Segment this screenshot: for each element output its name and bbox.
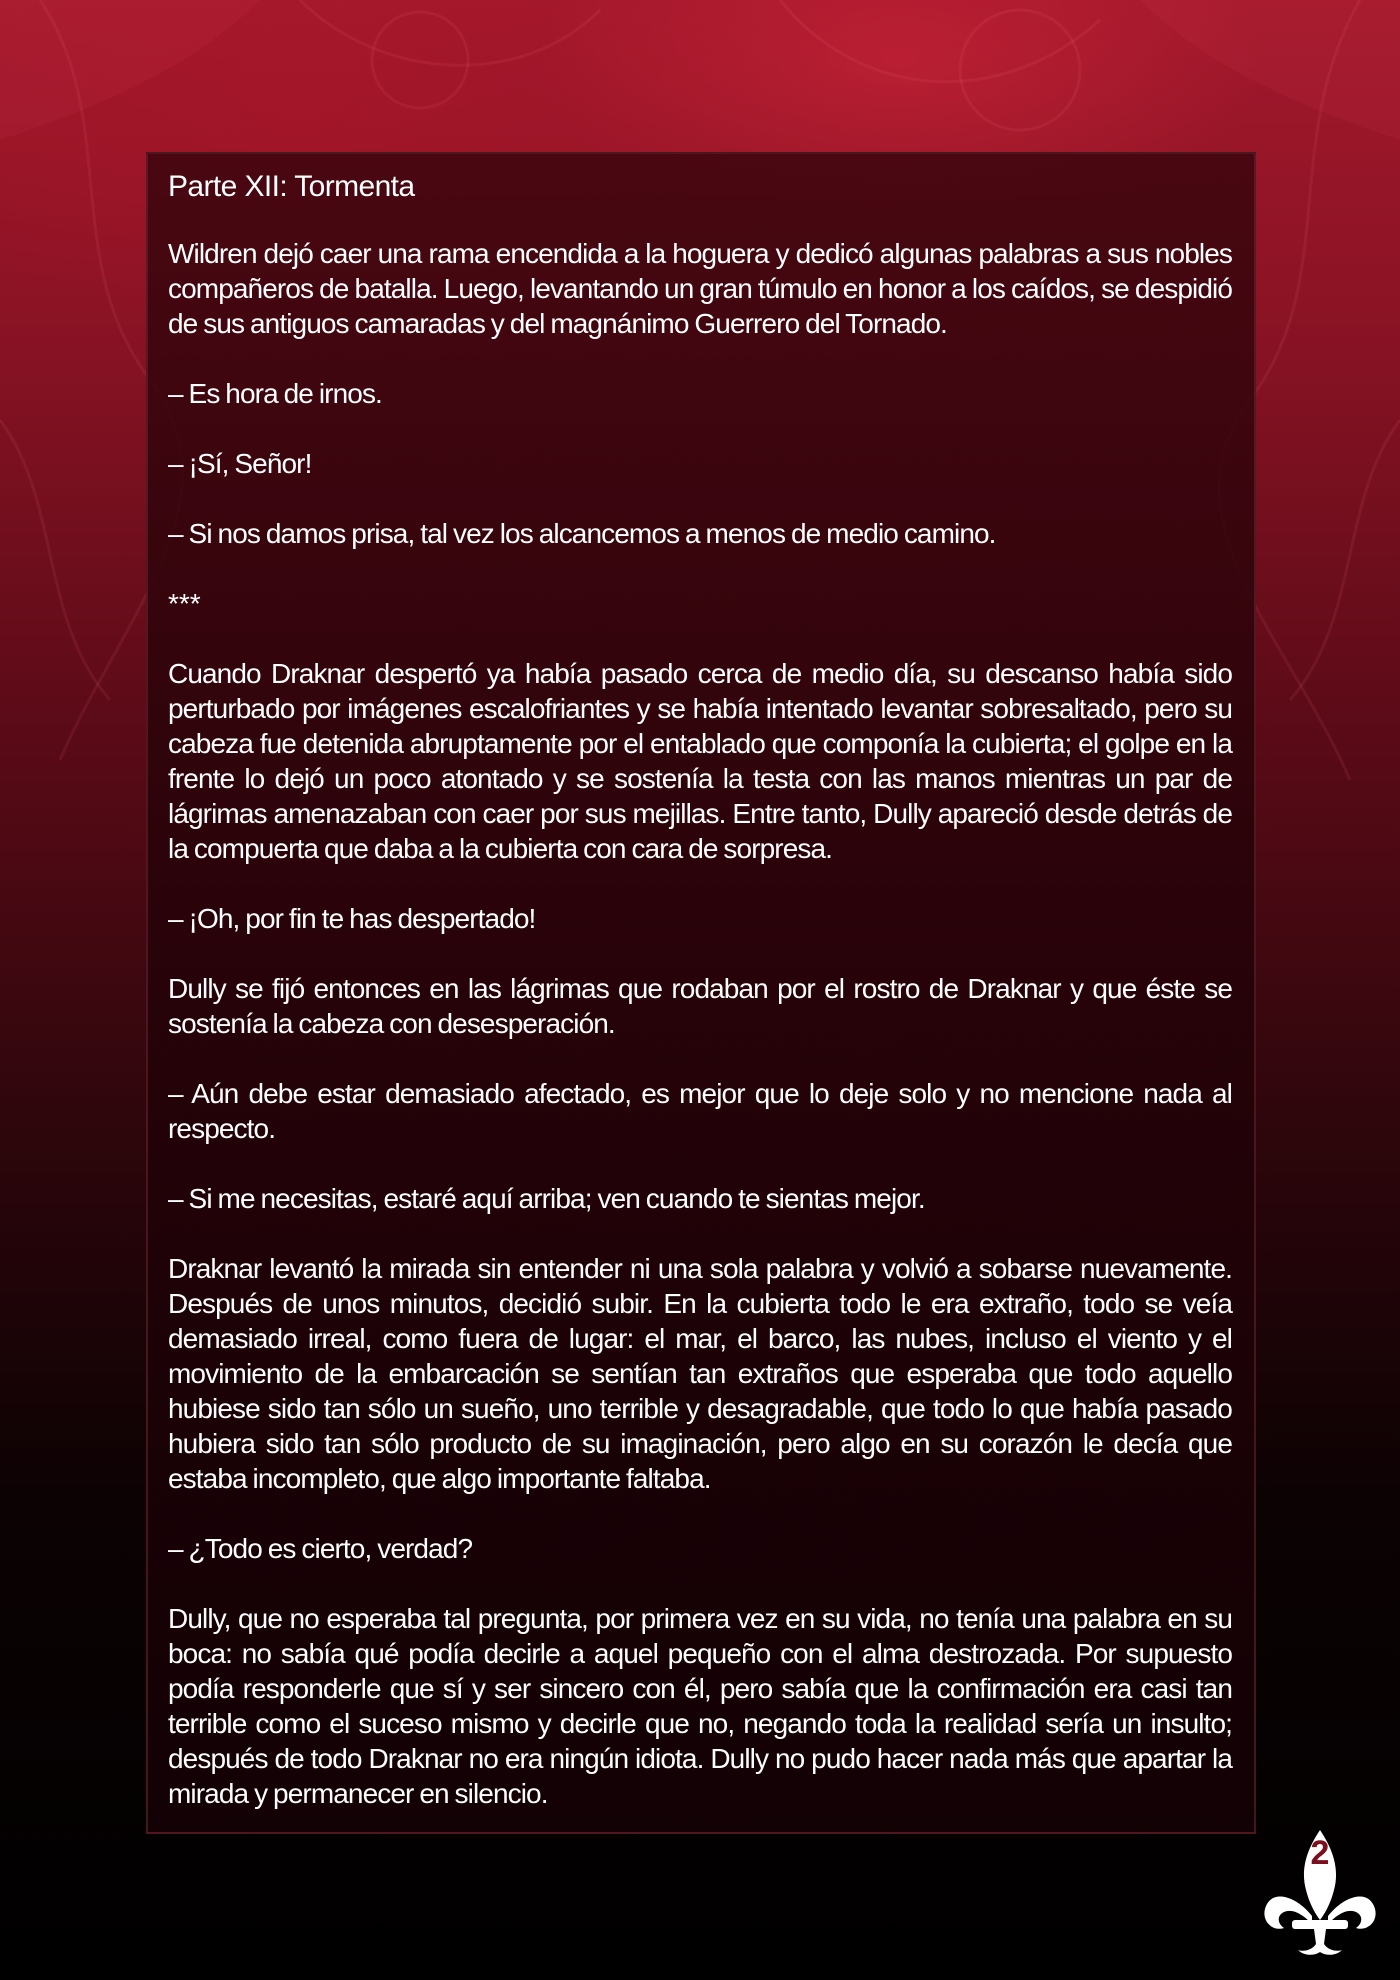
dialogue-line: – ¿Todo es cierto, verdad?: [168, 1533, 473, 1564]
dialogue-line: – Es hora de irnos.: [168, 378, 382, 409]
dialogue-line: – Si nos damos prisa, tal vez los alcancemos a menos de medio camino.: [168, 518, 996, 549]
paragraph: Draknar levantó la mirada sin entender ni una sola palabra y volvió a sobarse nuevamente. Después de unos minutos, decidió subir. En la cubierta todo le era extraño, todo se veía demasiado irreal, como fuera de lugar: el mar, el barco, las nubes, incluso el viento y el movimiento de la embarcación se sentían tan extraños que esperaba que todo aquello hubiese sido tan sólo un sueño, uno terrible y desagradable, que todo lo que había pasado hubiera sido tan sólo producto de su imaginación, pero algo en su corazón le decía que estaba incompleto, que algo importante faltaba.: [168, 1253, 1232, 1494]
dialogue-line: – ¡Sí, Señor!: [168, 448, 312, 479]
paragraph: Dully se fijó entonces en las lágrimas que rodaban por el rostro de Draknar y que éste se sostenía la cabeza con desesperación.: [168, 973, 1232, 1039]
scene-separator: ***: [168, 588, 201, 619]
dialogue-line: – Aún debe estar demasiado afectado, es mejor que lo deje solo y no mencione nada al respecto.: [168, 1078, 1232, 1144]
page-number: 2: [1310, 1834, 1330, 1872]
paragraph: Wildren dejó caer una rama encendida a la hoguera y dedicó algunas palabras a sus nobles compañeros de batalla. Luego, levantando un gran túmulo en honor a los caídos, se despidió de sus antiguos camaradas y del magnánimo Guerrero del Tornado.: [168, 238, 1232, 339]
chapter-title: Parte XII: Tormenta: [168, 170, 415, 203]
paragraph: Cuando Draknar despertó ya había pasado cerca de medio día, su descanso había sido perturbado por imágenes escalofriantes y se había intentado levantar sobresaltado, pero su cabeza fue detenida abruptamente por el entablado que componía la cubierta; el golpe en la frente lo dejó un poco atontado y se sostenía la testa con las manos mientras un par de lágrimas amenazaban con caer por sus mejillas. Entre tanto, Dully apareció desde detrás de la compuerta que daba a la cubierta con cara de sorpresa.: [168, 658, 1232, 864]
dialogue-line: – ¡Oh, por fin te has despertado!: [168, 903, 536, 934]
paragraph: Dully, que no esperaba tal pregunta, por primera vez en su vida, no tenía una palabra en su boca: no sabía qué podía decirle a aquel pequeño con el alma destrozada. Por supuesto podía responderle que sí y ser sincero con él, pero sabía que la confirmación era casi tan terrible como el suceso mismo y decirle que no, negando toda la realidad sería un insulto; después de todo Draknar no era ningún idiota. Dully no pudo hacer nada más que apartar la mirada y permanecer en silencio.: [168, 1603, 1232, 1809]
dialogue-line: – Si me necesitas, estaré aquí arriba; ven cuando te sientas mejor.: [168, 1183, 925, 1214]
text-panel: [146, 152, 1256, 1834]
